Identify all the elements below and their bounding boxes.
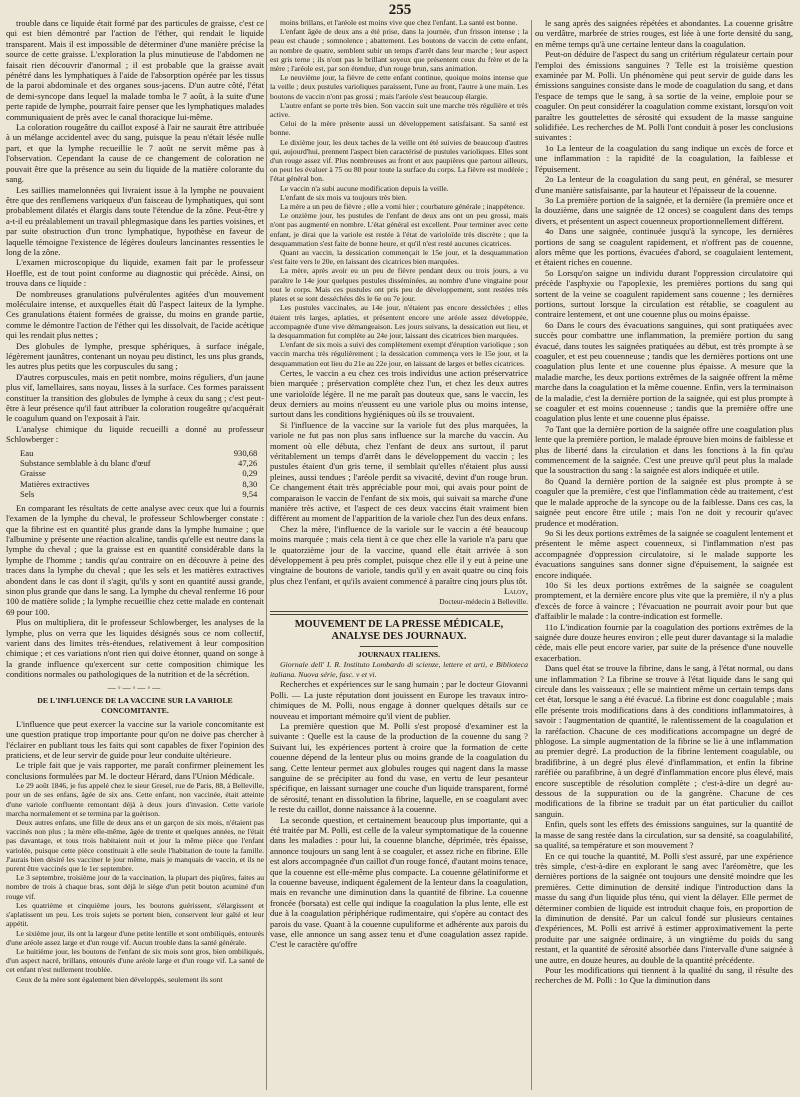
press-review-title: MOUVEMENT DE LA PRESSE MÉDICALE, ANALYSE DES JOURNAUX.	[294, 619, 504, 643]
column-divider	[266, 20, 267, 1090]
paragraph: 11o L'indication fournie par la coagulation des portions extrêmes de la saignée dure douze heures environ ; elle peut durer davantage si la maladie cède, mais elle peut encore varier, par suite de la présence d'une nouvelle exacerbation.	[535, 621, 793, 663]
author-signature: Laloy,	[503, 586, 528, 597]
paragraph: De nombreuses granulations pulvérulentes agitées d'un mouvement moléculaire intense, et auxquelles était dû l'aspect laiteux de la lymphe. Ces granulations étaient formées de graisse, du moins en grande partie, comme le démontre l'action de l'éther qui les dissolvait, de l'acide acétique qui les rendait plus nettes ;	[6, 288, 264, 341]
paragraph: L'analyse chimique du liquide recueilli a donné au professeur Schlowberger :	[6, 423, 264, 445]
paragraph: Recherches et expériences sur le sang humain ; par le docteur Giovanni Polli. — La juste réputation dont jouissent en Europe les travaux intro-chimiques de M. Polli, nous engage à donner quelques détails sur ce nouveau et important mémoire qu'il vient de publier.	[270, 679, 528, 721]
paragraph: Des globules de lymphe, presque sphériques, à surface inégale, légèrement jaunâtres, contenant un noyau peu distinct, les uns plus grands, les autres plus petits que les corpuscules du sang ;	[6, 340, 264, 372]
case-report-paragraph: Le sixième jour, ils ont la largeur d'une petite lentille et sont ombiliqués, entourés d'une aréole assez large et d'un rouge vif. Aucun trouble dans la santé générale.	[6, 928, 264, 947]
paragraph: Les saillies mamelonnées qui livraient issue à la lymphe ne pouvaient être que des renflemens variqueux d'un faisceau de lymphatiques, qui sont probablement dilatés et élargis dans toute l'étendue de la zône. Peut-être y a-t-il eu préalablement un travail phlegmasique dans les parties voisines, et par suite obstruction d'un tronc lymphatique, hypothèse en faveur de laquelle témoigne l'existence de légères douleurs lancinantes ressenties le long de la zône.	[6, 184, 264, 257]
component-label: Matières extractives	[20, 478, 90, 489]
paragraph: 10o Si les deux portions extrêmes de la saignée se coagulent promptement, et la dernière encore plus vite que la première, il n'y a plus d'excès de force à vaincre ; l'évacuation ne pourrait avoir pour but que d'affaiblir le malade : la contre-indication est formelle.	[535, 579, 793, 622]
composition-row	[20, 489, 257, 499]
component-label: Sels	[20, 489, 35, 500]
paragraph: Si l'influence de la vaccine sur la variole fut des plus marquées, la variole ne fut pas non plus sans influence sur la marche du vaccin. Au moment où elle débuta, chez l'enfant de deux ans surtout, il parut véritablement un temps d'arrêt dans le développement du vaccin ; les pustules étaient d'un gris terne, il semblait qu'elles n'étaient plus aussi pleines, aussi tendues ; l'aréole perdit sa vivacité, devint d'un rouge brun. Ce changement était très appréciable pour moi, qui avais pour point de comparaison le vaccin de l'enfant de six mois, qui suivait sa marche d'une manière très active, et l'aspect de ces deux vaccins était vraiment bien différent au moment de l'apparition de la variole chez l'un des deux enfans.	[270, 419, 528, 524]
paragraph: 9o Si les deux portions extrêmes de la saignée se coagulent lentement et présentent le même aspect couenneux, si l'inflammation n'est pas accompagnée d'oppression circulatoire, si le malade supporte les évacuations sanguines sans donner signe d'épuisement, la saignée est encore indiquée.	[535, 527, 793, 580]
case-report-paragraph: Les pustules vaccinales, au 14e jour, n'étaient pas encore desséchées ; elles étaient très larges, aplaties, et présentent encore une aréole assez développée, accompagnée d'une vive démangeaison. Les jours suivans, la dessication eut lieu, et la desquammation fut complète au 24e jour, laissant des cicatrices bien marquées.	[270, 303, 528, 340]
component-value: 47,26	[238, 458, 258, 469]
case-report-paragraph: Le dixième jour, les deux taches de la veille ont été suivies de beaucoup d'autres qui, aujourd'hui, prennent l'aspect bien caractérisé de pustules varioliques. Elles sont d'un rouge assez vif. Plus nombreuses au front et aux paupières que partout ailleurs, on peut les évaluer à 75 ou 80 pour toute la surface du corps. La fièvre est modérée ; l'état général bon.	[270, 137, 528, 184]
composition-table	[20, 448, 257, 500]
case-report-paragraph: Le 29 août 1846, je fus appelé chez le sieur Gresel, rue de Paris, 88, à Belleville, pour un de ses enfans, âgée de six ans. Cette enfant, non vaccinée, était atteinte d'une variole confluente remontant déjà à deux jours d'invasion. Cette variole marcha normalement et se termina par la guérison.	[6, 781, 264, 818]
paragraph: 8o Quand la dernière portion de la saignée est plus prompte à se coaguler que la première, c'est que l'inflammation cède au traitement, c'est que le malade approche de la syncope ou de la faiblesse. Dans ces cas, la saignée peut encore être utile ; mais l'on ne doit y recourir qu'avec prudence et modération.	[535, 475, 793, 528]
composition-row	[20, 468, 257, 478]
component-label: Graisse	[20, 468, 46, 479]
case-report-paragraph: L'enfant de six mois va toujours très bien.	[280, 192, 408, 202]
composition-row	[20, 458, 257, 468]
paragraph: Pour les modifications qui tiennent à la qualité du sang, il résulte des recherches de M. Polli : 1o Que la diminution dans	[535, 964, 793, 986]
component-value: 0,29	[242, 468, 258, 479]
paragraph: 1o La lenteur de la coagulation du sang indique un excès de force et une inflammation : la rapidité de la coagulation, la faiblesse et l'épuisement.	[535, 142, 793, 174]
composition-row	[20, 479, 257, 489]
component-value: 9,54	[242, 489, 258, 500]
case-report-paragraph: Le huitième jour, les boutons de l'enfant de six mois sont gros, bien ombiliqués, d'un aspect nacré, brillans, entourés d'une aréole large et d'un rouge vif. La santé de cet enfant n'est nullement troublée.	[6, 946, 264, 975]
paragraph: trouble dans ce liquide était formé par des particules de graisse, c'est ce qui est bien démontré par l'action de l'éther, qui rendait le liquide transparent. Mais il est impossible de déterminer d'une manière précise la source de cette graisse. L'exploration la plus minutieuse de l'abdomen ne faisait rien découvrir d'anormal ; il est probable que la graisse avait pénétré dans les lymphatiques à l'aide de l'absorption opérée par les tissus de la paroi abdominale et des organes sous-jacens. D'un autre côté, l'état de demi-syncope dans lequel la malade tomba le 7 août, à la suite d'une perte rapide de lymphe, pourrait faire penser que les lymphatiques malades communiquaient de près avec le canal thoracique lui-même.	[6, 18, 264, 122]
paragraph: Enfin, quels sont les effets des émissions sanguines, sur la quantité de la masse de sang restée dans la circulation, sur sa densité, sa coagulabilité, sa qualité, sa température et son mouvement ?	[535, 819, 793, 851]
paragraph: En ce qui touche la quantité, M. Polli s'est assuré, par une expérience très simple, c'est-à-dire en explorant le sang avec l'aréomètre, que les dernières portions de la saignée ont toujours une densité moindre que les premières. Cette diminution de densité indique l'introduction dans la masse du sang d'un liquide plus ténu, qui vient la délayer. Elle permet de déterminer combien de liquide est introduit chaque fois, en proportion de la diminution de densité. Par un calcul fondé sur plusieurs centaines d'expériences, M. Polli est arrivé à estimer approximativement la perte produite par une saignée ordinaire, à un vingtième du poids du sang restant, et la quantité de sérosité absorbée dans l'intervalle d'une saignée à une autre, en douze heures, au double de la quantité précédente.	[535, 850, 793, 965]
case-report-paragraph: L'autre enfant se porte très bien. Son vaccin suit une marche très régulière et très active.	[270, 100, 528, 120]
paragraph: 2o La lenteur de la coagulation du sang peut, en général, se mesurer d'une manière satisfaisante, par la hauteur et l'épaisseur de la couenne.	[535, 174, 793, 195]
paragraph: La coloration rougeâtre du caillot exposé à l'air ne saurait être attribuée à un mélange accidentel avec du sang, puisque la peau n'était lésée nulle part, et que la lymphe recueillie le 7 août ne servit même pas à l'observation. Cependant la cause de ce changement de coloration ne pouvait être que la présence au sein du liquide de la matière colorante du sang.	[6, 122, 264, 185]
case-report-paragraph: L'enfant âgée de deux ans a été prise, dans la journée, d'un frisson intense ; la peau est chaude ; somnolence ; abattement. Les boutons de vaccin de cette enfant, au nombre de quatre, semblent subir un temps d'arrêt dans leur marche ; leur aspect est gris terne ; ils n'ont pas le brillant soyeux que présentent ceux du frère et de la mère ; l'aréole est, par son étendue, d'un rouge brun, sans animation.	[270, 27, 528, 74]
paragraph: Dans quel état se trouve la fibrine, dans le sang, à l'état normal, ou dans une inflammation ? La fibrine se trouve à l'état liquide dans le sang qui circule dans les vaisseaux ; elle se maintient même un certain temps dans cet état, lorsque le sang a été évacué. La fibrine est donc coagulable ; mais elle présente trois modifications dans à des conditions inflammatoires, à savoir : l'augmentation de quantité, le ralentissement de la coagulation et la raréfaction. Chacune de ces modifications accompagne un degré de phlogose. La simple augmentation de la fibrine se lie à une inflammation au premier degré. La production de la fibrine lentement coagulable, ou bradifibrine, à un degré plus élevé d'inflammation, et enfin la fibrine raréfiée ou parafibrine, à un degré d'inflammation encore plus élevé, mais encore susceptible de résolution complète ; c'est-à-dire un degré au-dessous de la suppuration ou de la gangrène. Chacune de ces modifications de la fibrine se traduit par un état particulier du caillot sanguin.	[535, 663, 793, 819]
journal-source: Giornale dell' I. R. Instituto Lombardo di scienze, lettere et arti, e Biblioteca italiana. Nuova série, fasc. v et vi.	[270, 660, 528, 679]
case-report-paragraph: Le neuvième jour, la fièvre de cette enfant continue, quoique moins intense que la veille ; deux pustules varioliques paraissent, l'une au front, l'autre à une main. Les boutons de vaccin n'ont pas grossi ; mais l'aréole s'est beaucoup élargie.	[270, 73, 528, 101]
case-report-paragraph: Le 3 septembre, troisième jour de la vaccination, la plupart des piqûres, faites au nombre de trois à chaque bras, sont déjà le siège d'un petit bouton acuminé d'un rouge vif.	[6, 873, 264, 901]
case-report-paragraph: La mère, après avoir eu un peu de fièvre pendant deux ou trois jours, a vu paraître le 14e jour quelques pustules disséminées, au nombre d'une vingtaine pour tout le corps. Mais ces pustules ont pris peu de développement, sont restées très plates et se sont desséchées dès le 6e ou 7e jour.	[270, 266, 528, 304]
paragraph: En comparant les résultats de cette analyse avec ceux que lui a fournis l'examen de la lymphe du cheval, le professeur Schlowberger constate : que la fibrine est en quantité plus grande dans la lymphe humaine ; que l'albumine y présente une réaction alcaline, tandis qu'elle est neutre dans la lymphe du cheval ; que la graisse est en quantité considérable dans la lymphe de l'homme ; tandis qu'au contraire on en découvre à peine des traces dans la lymphe du cheval ; que les sels et les matières extractives abondent dans le cas dont il s'agit, qu'ils y sont en quantité aussi grande, sinon plus grande que dans le sang. La lymphe du cheval renferme 16 pour 100 de matière solide ; la lymphe recueillie chez cette malade en contenait 69 pour 100.	[6, 502, 264, 617]
paragraph: La première question que M. Polli s'est proposé d'examiner est la suivante : Quelle est la cause de la production de la couenne du sang ? Suivant lui, les expériences portent à croire que la formation de cette couenne dépend de la lenteur plus ou moins grande de la coagulation du sang. Cette lenteur permet aux globules rouges qui nagent dans la masse sanguine de se précipiter au fond du vase, en vertu de leur pesanteur spécifique, en laissant surnager une couche d'un liquide transparent, formé de sérosité, tenant en dissolution la fibrine, laquelle, en se coagulant avec le reste du caillot, donne naissance à la couenne.	[270, 720, 528, 815]
case-report-paragraph: Ceux de la mère sont également bien développés, seulement ils sont	[16, 974, 223, 984]
section-rule	[270, 611, 528, 612]
page-number: 255	[388, 2, 412, 18]
paragraph: La seconde question, et certainement beaucoup plus importante, qui a été traitée par M. Polli, est celle de la valeur symptomatique de la couenne dans les maladies : pour lui, la couenne blanche, déprimée, très épaisse, annonce toujours un sang lent à se coaguler, et assez riche en fibrine. Elle est alors accompagnée d'un caillot d'un rouge foncé, d'autant moins tenace, que la couenne est elle-même plus compacte. La couenne gélatiniforme et la couenne baveuse, indiquent également de la lenteur dans la coagulation, mais en revanche une diminution dans la quantité de fibrine. La couenne froncée (borsata) est celle qui indique la coagulation la plus lente, elle est due à la coagulation périphérique rudimentaire, qui s'opère au contact des parois du vase. Quant à la couenne cupuliforme et adhérente aux parois du vase, elle annonce un sang assez tenu et d'une coagulation assez rapide. C'est le caractère qu'offre	[270, 814, 528, 950]
section-ornament: —◦—◦—◦—	[107, 682, 163, 692]
case-report-paragraph: Celui de la mère présente aussi un développement satisfaisant. Sa santé est bonne.	[270, 119, 528, 138]
paragraph: le sang après des saignées répétées et abondantes. La couenne grisâtre ou verdâtre, marbrée de stries rouges, est liée à une forte densité du sang, en même temps qu'à une certaine lenteur dans la coagulation.	[535, 18, 793, 49]
paragraph: Le triple fait que je vais rapporter, me paraît confirmer pleinement les conclusions formulées par M. le docteur Hérard, dans l'Union Médicale.	[6, 760, 264, 781]
component-value: 930,68	[233, 447, 258, 458]
column-3	[535, 18, 793, 1094]
column-divider	[531, 20, 532, 1090]
paragraph: Peut-on déduire de l'aspect du sang un critérium régulateur certain pour l'emploi des émissions sanguines ? Telle est la troisième question examinée par M. Polli. Un phénomène qui peut servir de guide dans les émissions sanguines consiste dans le mode de coagulation du sang, et dans l'espace de temps que le sang, à sa sortie de la veine, emploie pour se coaguler. On peut considérer la coagulation comme existant, lorsqu'on voit paraître les gouttelettes de sérosité qui exsudent de la masse sanguine solidifiée. Les recherches de M. Polli l'ont conduit à poser les conclusions suivantes :	[535, 49, 793, 143]
case-report-paragraph: Deux autres enfans, une fille de deux ans et un garçon de six mois, n'étaient pas vaccinés non plus ; la mère elle-même, âgée de trente et quelques années, ne l'était pas davantage, et tous trois habitaient nuit et jour la même pièce que l'enfant variolée, puisque cette pièce constituait à elle seule l'habitation de toute la famille. J'aurais bien désiré les vacciner le jour même, mais je manquais de vaccin, et ils ne purent être vaccinés que le 1er septembre.	[6, 818, 264, 874]
case-report-paragraph: L'enfant de six mois a suivi des complètement exempt d'éruption variolique ; son vaccin marcha très régulièrement ; la dessication commença vers le 15e jour, et la desquammation eut lieu du 21e au 22e jour, en laissant de larges et belles cicatrices.	[270, 340, 528, 368]
paragraph: 3o La première portion de la saignée, et la dernière (la première once et la douzième, dans une saignée de 12 onces) se coagulent dans des temps divers, et présentent un aspect couenneux proportionnellement différent.	[535, 194, 793, 226]
author-role: Docteur-médecin à Belleville.	[439, 596, 528, 606]
component-label: Eau	[20, 447, 34, 458]
paragraph: Certes, le vaccin a eu chez ces trois individus une action préservatrice bien marquée ; préservation complète chez l'un, et chez les deux autres une varioloïde légère. Il ne me paraît pas douteux que, sans le vaccin, les deux derniers au moins n'eussent eu une variole plus ou moins intense, surtout dans les conditions hygiéniques où ils se trouvaient.	[270, 367, 528, 420]
column-1	[6, 18, 264, 1094]
paragraph: 4o Dans une saignée, continuée jusqu'à la syncope, les dernières portions de sang se coagulent rapidement, et n'offrent pas de couenne, alors même que les portions, évacuées d'abord, se coagulaient lentement, et étaient riches en couenne.	[535, 226, 793, 268]
title-underline	[360, 646, 437, 647]
section-rule	[270, 614, 528, 615]
composition-row	[20, 448, 257, 458]
case-report-paragraph: Le onzième jour, les pustules de l'enfant de deux ans ont un peu grossi, mais n'ont pas augmenté en nombre. L'état général est excellent. Pour terminer avec cette enfant, je dirai que la variole est restée à l'état de varioloïde très discrète ; que la desquammation s'est faite de bonne heure, et qu'il n'est resté aucunes cicatrices.	[270, 211, 528, 248]
paragraph: L'influence que peut exercer la vaccine sur la variole concomitante est une question pratique trop importante pour qu'on ne doive pas chercher à l'éclairer en publiant tous les faits qui sont capables de fixer l'opinion des praticiens, et de leur servir de guide pour leur conduite ultérieure.	[6, 718, 264, 761]
case-report-paragraph: moins brillans, et l'aréole est moins vive que chez l'enfant. La santé est bonne.	[280, 18, 518, 27]
case-report-paragraph: Le vaccin n'a subi aucune modification depuis la veille.	[280, 183, 449, 193]
case-report-paragraph: Les quatrième et cinquième jours, les boutons guérissent, s'élargissent et s'aplatissent un peu. Les trois sujets se portent bien, conservent leur gaîté et leur appétit.	[6, 900, 264, 929]
paragraph: Chez la mère, l'influence de la variole sur le vaccin a été beaucoup moins marquée ; mais cela tient à ce que chez elle la variole n'a paru que le quatorzième jour de la vaccine, quand elle était arrivée à son développement à peu près complet, puisque chez elle il y eut à peine une vingtaine de boutons de variole, tandis qu'il y en avait quatre ou cinq fois plus chez l'enfant, et qu'ils avaient commencé à paraître cinq jours plus tôt.	[270, 523, 528, 586]
journal-subhead: JOURNAUX ITALIENS.	[357, 650, 441, 660]
paragraph: Plus on multipliera, dit le professeur Schlowberger, les analyses de la lymphe, plus on verra que les liquides désignés sous ce nom collectif, varient dans des limites très-étendues, relativement à leur composition chimique ; et ces variations n'ont rien qui doive étonner, quand on songe à la grande influence qu'exercent sur cette composition chimique les conditions normales ou pathologiques de la nutrition et de la sécrétion.	[6, 617, 264, 680]
case-report-paragraph: Quant au vaccin, la dessication commençait le 15e jour, et la desquammation s'est faite vers le 20e, en laissant des cicatrices bien marquées.	[270, 248, 528, 267]
section-title: DE L'INFLUENCE DE LA VACCINE SUR LA VARIOLE CONCOMITANTE.	[37, 696, 233, 716]
paragraph: L'examen microscopique du liquide, examen fait par le professeur Hoeffle, est de tout point conforme au diagnostic qui précède. Ainsi, on trouva dans ce liquide :	[6, 257, 264, 289]
component-label: Substance semblable à du blanc d'œuf	[20, 458, 151, 469]
paragraph: 6o Dans le cours des évacuations sanguines, qui sont pratiquées avec succès pour combattre une inflammation, la première portion du sang évacué, dans toutes les saignées pratiquées au début, est très prompte à se coaguler, et est peu couenneuse ; tandis que les dernières portions ont une coagulation plus lente et une couenne plus épaisse. A mesure que la maladie marche, les deux portions extrêmes de la saignée offrent la même marche dans la coagulation et la même couenne. Enfin, vers la terminaison de la maladie, c'est la dernière portion de la saignée, qui est plus prompte à se coaguler et est moins couenneuse ; tandis que la première offre une coagulation plus lente et une couenne plus épaisse.	[535, 319, 793, 424]
column-2	[270, 18, 528, 1094]
paragraph: 7o Tant que la dernière portion de la saignée offre une coagulation plus lente que la première portion, le malade éprouve bien moins de faiblesse et plus de liberté dans la circulation et dans les fonctions à la fin qu'au commencement de la saignée. C'est une preuve qu'il peut plus la malade que la soustraction du sang : la saignée est alors indiquée et utile.	[535, 423, 793, 476]
paragraph: D'autres corpuscules, mais en petit nombre, moins réguliers, d'un jaune plus vif, lamellaires, sans noyau, lisses à la surface. Ces formes paraissent constituer la transition des globules de lymphe à ceux du sang ; c'est peut-être à leur présence qu'il faut attribuer la coloration rougeâtre qu'acquérait le coagulum quand on l'exposait à l'air.	[6, 371, 264, 424]
component-value: 8,30	[242, 478, 258, 489]
paragraph: 5o Lorsqu'on saigne un individu durant l'oppression circulatoire qui précède l'asphyxie ou l'apoplexie, les premières portions du sang qui sortent de la veine se coagulent rapidement sans couenne ; les dernières portions, surtout lorsque la circulation est rétablie, se coagulent au contraire lentement, et ont une couenne plus ou moins épaisse.	[535, 267, 793, 320]
case-report-paragraph: La mère a un peu de fièvre ; elle a vomi hier ; courbature générale ; inappétence.	[280, 202, 525, 212]
